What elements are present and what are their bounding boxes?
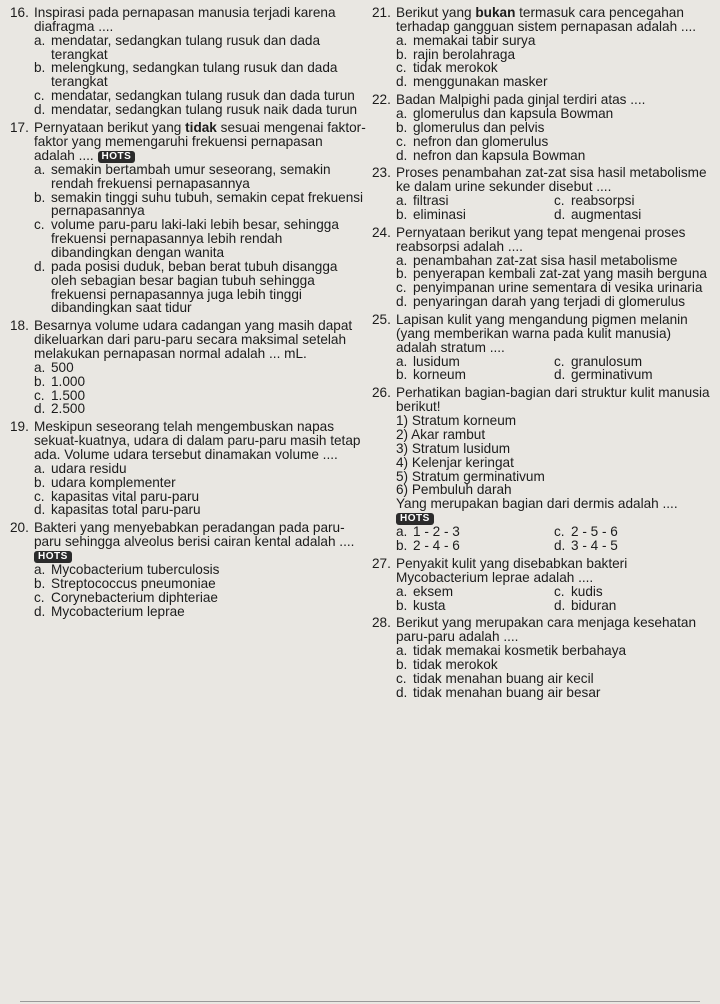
question-stem: Besarnya volume udara cadangan yang masih dapat dikeluarkan dari paru-paru secara maksimal setelah melakukan pernapasan normal adalah ... mL. <box>34 318 353 361</box>
option-text: pada posisi duduk, beban berat tubuh disangga oleh sebagian besar bagian tubuh sehingga frekuensi pernapasannya juga lebih tinggi dibandingkan saat tidur <box>51 258 338 316</box>
option-c[interactable] <box>34 89 366 103</box>
option-text: kudis <box>571 583 603 599</box>
option-letter: c. <box>554 193 565 209</box>
option-c[interactable] <box>34 389 366 403</box>
option-d[interactable] <box>396 75 712 89</box>
option-a[interactable] <box>396 254 712 268</box>
option-b[interactable] <box>34 375 366 389</box>
option-letter: b. <box>34 189 46 205</box>
option-b[interactable] <box>396 599 554 613</box>
option-letter: c. <box>554 524 565 540</box>
option-text: Streptococcus pneumoniae <box>51 576 216 592</box>
option-a[interactable] <box>396 585 554 599</box>
option-text: kapasitas total paru-paru <box>51 502 201 518</box>
option-letter: d. <box>396 147 408 163</box>
option-text: penyaringan darah yang terjadi di glomerulus <box>413 294 686 310</box>
question-23 <box>372 166 712 221</box>
option-c[interactable] <box>34 591 366 605</box>
option-letter: b. <box>396 538 408 554</box>
option-letter: c. <box>396 670 407 686</box>
option-letter: c. <box>396 280 407 296</box>
option-text: nefron dan glomerulus <box>413 133 549 149</box>
question-number: 22. <box>372 92 391 108</box>
option-list <box>34 462 366 517</box>
question-number: 16. <box>10 5 29 20</box>
option-text: augmentasi <box>571 207 642 223</box>
option-letter: c. <box>396 60 407 76</box>
option-text: semakin tinggi suhu tubuh, semakin cepat frekuensi pernapasannya <box>51 189 364 219</box>
option-d[interactable] <box>34 402 366 416</box>
option-c[interactable] <box>554 525 712 539</box>
question-27 <box>372 557 712 612</box>
option-text: mendatar, sedangkan tulang rusuk dan dada turun <box>51 88 355 104</box>
stem-part: Pernyataan berikut yang <box>34 119 186 135</box>
option-text: reabsorpsi <box>571 193 635 209</box>
hots-badge: HOTS <box>34 551 72 563</box>
option-b[interactable] <box>34 191 366 219</box>
option-list <box>396 644 712 699</box>
option-b[interactable] <box>34 61 366 89</box>
option-letter: a. <box>34 32 46 48</box>
option-a[interactable] <box>396 525 554 539</box>
stem-part: sesuai mengenai faktor-faktor yang memengaruhi frekuensi pernapasan adalah .... <box>34 119 366 163</box>
question-stem-2 <box>396 497 712 525</box>
option-letter: b. <box>396 266 408 282</box>
option-letter: b. <box>396 119 408 135</box>
option-letter: a. <box>34 460 46 476</box>
question-stem: Proses penambahan zat-zat sisa hasil metabolisme ke dalam urine sekunder disebut .... <box>396 165 707 195</box>
left-column <box>10 6 366 623</box>
question-number: 28. <box>372 615 391 631</box>
option-a[interactable] <box>34 462 366 476</box>
option-list <box>396 34 712 89</box>
option-letter: c. <box>34 589 45 605</box>
option-letter: c. <box>554 583 565 599</box>
option-letter: a. <box>396 353 408 369</box>
option-letter: a. <box>396 252 408 268</box>
option-letter: d. <box>554 538 566 554</box>
question-number: 17. <box>10 119 29 135</box>
option-c[interactable] <box>554 194 712 208</box>
option-c[interactable] <box>554 355 712 369</box>
question-stem <box>34 121 366 163</box>
stem-part: Yang merupakan bagian dari dermis adalah .... <box>396 496 678 512</box>
option-b[interactable] <box>396 658 712 672</box>
question-17 <box>10 121 366 315</box>
option-letter: a. <box>34 161 46 177</box>
option-letter: d. <box>34 102 46 118</box>
option-letter: a. <box>396 32 408 48</box>
option-letter: d. <box>34 502 46 518</box>
stem-part: termasuk cara pencegahan terhadap gangguan sistem pernapasan adalah .... <box>396 5 697 34</box>
stem-part: Bakteri yang menyebabkan peradangan pada paru-paru sehingga alveolus berisi cairan kental adalah .... <box>34 520 355 550</box>
option-text: mendatar, sedangkan tulang rusuk dan dada terangkat <box>51 32 321 62</box>
option-a[interactable] <box>396 644 712 658</box>
hots-badge: HOTS <box>98 151 136 163</box>
option-a[interactable] <box>396 34 712 48</box>
option-text: tidak memakai kosmetik berbahaya <box>413 643 627 659</box>
question-stem <box>34 521 366 563</box>
option-letter: d. <box>34 401 46 417</box>
option-text: memakai tabir surya <box>413 32 536 48</box>
option-list <box>34 563 366 618</box>
question-stem: Berikut yang merupakan cara menjaga kesehatan paru-paru adalah .... <box>396 615 696 645</box>
option-letter: a. <box>396 106 408 122</box>
option-letter: b. <box>34 373 46 389</box>
question-number: 25. <box>372 312 391 328</box>
option-b[interactable] <box>396 368 554 382</box>
question-26 <box>372 386 712 553</box>
option-text: tidak merokok <box>413 60 498 76</box>
option-list <box>34 34 366 117</box>
option-letter: b. <box>34 576 46 592</box>
option-a[interactable] <box>34 563 366 577</box>
option-text: eliminasi <box>413 207 466 223</box>
option-text: 1.000 <box>51 373 86 389</box>
option-letter: b. <box>396 657 408 672</box>
option-a[interactable] <box>396 107 712 121</box>
question-25 <box>372 313 712 382</box>
option-b[interactable] <box>396 539 554 553</box>
option-text: lusidum <box>413 353 460 369</box>
question-number: 24. <box>372 224 391 240</box>
page-bottom-rule <box>20 1001 700 1002</box>
option-c[interactable] <box>34 490 366 504</box>
option-list <box>34 163 366 315</box>
question-stem: Penyakit kulit yang disebabkan bakteri Mycobacterium leprae adalah .... <box>396 555 628 585</box>
option-d[interactable] <box>34 260 366 315</box>
option-letter: d. <box>554 367 566 383</box>
option-letter: a. <box>396 524 408 540</box>
option-letter: d. <box>396 74 408 90</box>
structure-list <box>396 414 712 497</box>
stem-emphasis: tidak <box>185 119 217 135</box>
option-text: biduran <box>571 597 617 613</box>
question-number: 19. <box>10 419 29 435</box>
question-stem: Perhatikan bagian-bagian dari struktur kulit manusia berikut! <box>396 385 710 415</box>
option-letter: c. <box>396 133 407 149</box>
option-text: mendatar, sedangkan tulang rusuk naik dada turun <box>51 102 358 118</box>
option-text: udara komplementer <box>51 474 176 490</box>
option-text: kapasitas vital paru-paru <box>51 488 200 504</box>
question-number: 20. <box>10 520 29 536</box>
option-d[interactable] <box>396 149 712 163</box>
option-list <box>396 254 712 309</box>
option-d[interactable] <box>396 295 712 309</box>
stem-emphasis: bukan <box>475 5 516 20</box>
option-letter: c. <box>34 387 45 403</box>
list-item: 4) Kelenjar keringat <box>396 454 514 470</box>
option-text: 2 - 5 - 6 <box>571 524 618 540</box>
option-text: 500 <box>51 359 74 375</box>
option-letter: b. <box>34 60 46 76</box>
option-text: penyerapan kembali zat-zat yang masih berguna <box>413 266 707 282</box>
question-number: 27. <box>372 555 391 571</box>
option-letter: b. <box>34 474 46 490</box>
option-letter: d. <box>34 603 46 619</box>
option-b[interactable] <box>396 121 712 135</box>
question-stem: Lapisan kulit yang mengandung pigmen melanin (yang memberikan warna pada kulit manusia) adalah stratum .... <box>396 312 688 355</box>
option-list <box>396 585 712 613</box>
option-text: 3 - 4 - 5 <box>571 538 618 554</box>
option-text: semakin bertambah umur seseorang, semakin rendah frekuensi pernapasannya <box>51 161 331 191</box>
question-19 <box>10 420 366 517</box>
option-letter: d. <box>34 258 46 274</box>
option-c[interactable] <box>396 672 712 686</box>
question-stem: Inspirasi pada pernapasan manusia terjadi karena diafragma .... <box>34 5 336 34</box>
question-20 <box>10 521 366 618</box>
option-letter: d. <box>396 294 408 310</box>
option-text: Corynebacterium diphteriae <box>51 589 218 605</box>
option-letter: d. <box>554 207 566 223</box>
option-text: glomerulus dan pelvis <box>413 119 545 135</box>
option-text: 2.500 <box>51 401 86 417</box>
option-c[interactable] <box>396 135 712 149</box>
option-b[interactable] <box>34 476 366 490</box>
question-21 <box>372 6 712 89</box>
option-c[interactable] <box>396 281 712 295</box>
list-item: 3) Stratum lusidum <box>396 440 511 456</box>
question-number: 23. <box>372 165 391 181</box>
option-letter: d. <box>396 684 408 700</box>
option-d[interactable] <box>554 368 712 382</box>
option-text: kusta <box>413 597 446 613</box>
option-d[interactable] <box>554 539 712 553</box>
option-letter: a. <box>34 562 46 578</box>
option-d[interactable] <box>34 605 366 619</box>
option-letter: b. <box>396 597 408 613</box>
option-text: 1.500 <box>51 387 86 403</box>
option-letter: c. <box>34 217 45 233</box>
option-b[interactable] <box>396 208 554 222</box>
option-text: korneum <box>413 367 466 383</box>
option-letter: b. <box>396 46 408 62</box>
option-letter: b. <box>396 207 408 223</box>
right-column <box>372 6 712 704</box>
option-text: penyimpanan urine sementara di vesika urinaria <box>413 280 703 296</box>
stem-part: Berikut yang <box>396 5 476 20</box>
question-24 <box>372 226 712 309</box>
option-text: rajin berolahraga <box>413 46 516 62</box>
option-d[interactable] <box>554 599 712 613</box>
list-item: 6) Pembuluh darah <box>396 482 512 498</box>
question-number: 18. <box>10 318 29 334</box>
option-text: tidak merokok <box>413 657 498 672</box>
option-text: tidak menahan buang air besar <box>413 684 601 700</box>
option-c[interactable] <box>396 61 712 75</box>
list-item: 1) Stratum korneum <box>396 413 517 429</box>
option-text: melengkung, sedangkan tulang rusuk dan dada terangkat <box>51 60 338 90</box>
option-a[interactable] <box>34 361 366 375</box>
option-text: udara residu <box>51 460 127 476</box>
option-letter: a. <box>396 643 408 659</box>
option-d[interactable] <box>34 103 366 117</box>
option-text: 1 - 2 - 3 <box>413 524 460 540</box>
option-text: filtrasi <box>413 193 449 209</box>
option-a[interactable] <box>34 163 366 191</box>
option-text: germinativum <box>571 367 653 383</box>
question-18 <box>10 319 366 416</box>
option-text: penambahan zat-zat sisa hasil metabolisme <box>413 252 678 268</box>
option-list <box>396 355 712 383</box>
option-text: eksem <box>413 583 454 599</box>
option-letter: d. <box>554 597 566 613</box>
question-16 <box>10 6 366 117</box>
option-list <box>34 361 366 416</box>
option-text: tidak menahan buang air kecil <box>413 670 594 686</box>
option-letter: c. <box>34 488 45 504</box>
option-b[interactable] <box>396 267 712 281</box>
question-stem: Pernyataan berikut yang tepat mengenai proses reabsorpsi adalah .... <box>396 224 686 254</box>
option-text: glomerulus dan kapsula Bowman <box>413 106 614 122</box>
option-text: 2 - 4 - 6 <box>413 538 460 554</box>
question-stem: Meskipun seseorang telah mengembuskan napas sekuat-kuatnya, udara di dalam paru-paru masih tetap ada. Volume udara tersebut dinamakan volume .... <box>34 419 361 462</box>
option-d[interactable] <box>554 208 712 222</box>
option-text: nefron dan kapsula Bowman <box>413 147 586 163</box>
question-number: 26. <box>372 385 391 401</box>
option-letter: b. <box>396 367 408 383</box>
question-28 <box>372 616 712 699</box>
option-text: Mycobacterium leprae <box>51 603 185 619</box>
question-22 <box>372 93 712 162</box>
option-d[interactable] <box>34 503 366 517</box>
option-text: menggunakan masker <box>413 74 548 90</box>
question-number: 21. <box>372 5 391 20</box>
option-c[interactable] <box>554 585 712 599</box>
option-letter: c. <box>34 88 45 104</box>
option-a[interactable] <box>34 34 366 62</box>
option-b[interactable] <box>396 48 712 62</box>
option-text: Mycobacterium tuberculosis <box>51 562 220 578</box>
option-a[interactable] <box>396 194 554 208</box>
option-letter: a. <box>396 193 408 209</box>
option-d[interactable] <box>396 686 712 700</box>
question-stem <box>396 6 712 34</box>
option-letter: c. <box>554 353 565 369</box>
option-letter: a. <box>396 583 408 599</box>
option-text: volume paru-paru laki-laki lebih besar, sehingga frekuensi pernapasannya lebih rendah dibandingkan dengan wanita <box>51 217 339 260</box>
option-text: granulosum <box>571 353 643 369</box>
option-c[interactable] <box>34 218 366 260</box>
option-list <box>396 194 712 222</box>
option-list <box>396 107 712 162</box>
hots-badge: HOTS <box>396 513 434 525</box>
list-item: 5) Stratum germinativum <box>396 468 545 484</box>
option-letter: a. <box>34 359 46 375</box>
question-stem: Badan Malpighi pada ginjal terdiri atas .... <box>396 92 646 108</box>
option-b[interactable] <box>34 577 366 591</box>
list-item: 2) Akar rambut <box>396 426 486 442</box>
option-list <box>396 525 712 553</box>
option-a[interactable] <box>396 355 554 369</box>
